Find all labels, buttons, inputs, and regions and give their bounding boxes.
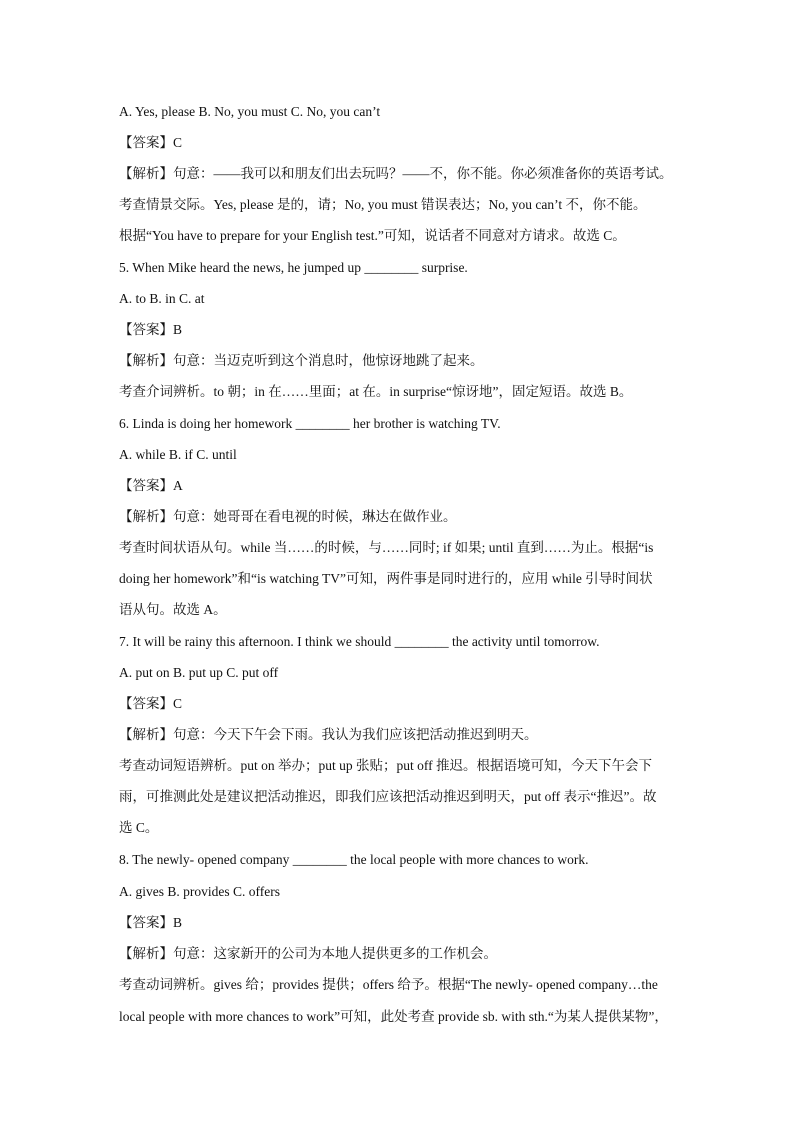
answer-line: 【答案】A xyxy=(119,478,183,493)
question-line: 7. It will be rainy this afternoon. I think we should ________ the activity until tomorrow. xyxy=(119,634,600,649)
explanation-line: doing her homework”和“is watching TV”可知，两件事是同时进行的，应用 while 引导时间状 xyxy=(119,571,653,586)
answer-line: 【答案】C xyxy=(119,696,183,711)
analysis-line: 【解析】句意：她哥哥在看电视的时候，琳达在做作业。 xyxy=(119,509,457,524)
analysis-line: 【解析】句意：——我可以和朋友们出去玩吗？——不，你不能。你必须准备你的英语考试。 xyxy=(119,166,673,181)
explanation-line: 雨，可推测此处是建议把活动推迟，即我们应该把活动推迟到明天，put off 表示“推迟”。故 xyxy=(119,789,657,804)
answer-line: 【答案】B xyxy=(119,915,183,930)
explanation-line: 考查动词短语辨析。put on 举办；put up 张贴；put off 推迟。根据语境可知，今天下午会下 xyxy=(119,758,652,773)
option-line: A. to B. in C. at xyxy=(119,291,205,306)
explanation-line: 考查情景交际。Yes, please 是的，请；No, you must 错误表达；No, you can’t 不，你不能。 xyxy=(119,197,647,212)
answer-line: 【答案】C xyxy=(119,135,183,150)
question-line: 6. Linda is doing her homework ________ her brother is watching TV. xyxy=(119,416,501,431)
option-line: A. while B. if C. until xyxy=(119,447,237,462)
question-line: 8. The newly- opened company ________ the local people with more chances to work. xyxy=(119,852,589,867)
explanation-line: 考查时间状语从句。while 当……的时候，与……同时; if 如果; until 直到……为止。根据“is xyxy=(119,540,654,555)
explanation-line: 语从句。故选 A。 xyxy=(119,602,227,617)
analysis-line: 【解析】句意：今天下午会下雨。我认为我们应该把活动推迟到明天。 xyxy=(119,727,538,742)
analysis-line: 【解析】句意：这家新开的公司为本地人提供更多的工作机会。 xyxy=(119,946,497,961)
answer-line: 【答案】B xyxy=(119,322,183,337)
explanation-line: local people with more chances to work”可知，此处考查 provide sb. with sth.“为某人提供某物”， xyxy=(119,1009,668,1024)
option-line: A. gives B. provides C. offers xyxy=(119,884,280,899)
explanation-line: 选 C。 xyxy=(119,820,159,835)
option-line: A. put on B. put up C. put off xyxy=(119,665,279,680)
analysis-line: 【解析】句意：当迈克听到这个消息时，他惊讶地跳了起来。 xyxy=(119,353,484,368)
question-line: 5. When Mike heard the news, he jumped up ________ surprise. xyxy=(119,260,468,275)
explanation-line: 考查动词辨析。gives 给；provides 提供；offers 给予。根据“The newly- opened company…the xyxy=(119,977,658,992)
explanation-line: 根据“You have to prepare for your English test.”可知，说话者不同意对方请求。故选 C。 xyxy=(119,228,626,243)
explanation-line: 考查介词辨析。to 朝；in 在……里面；at 在。in surprise“惊讶地”，固定短语。故选 B。 xyxy=(119,384,633,399)
option-line: A. Yes, please B. No, you must C. No, you can’t xyxy=(119,104,381,119)
